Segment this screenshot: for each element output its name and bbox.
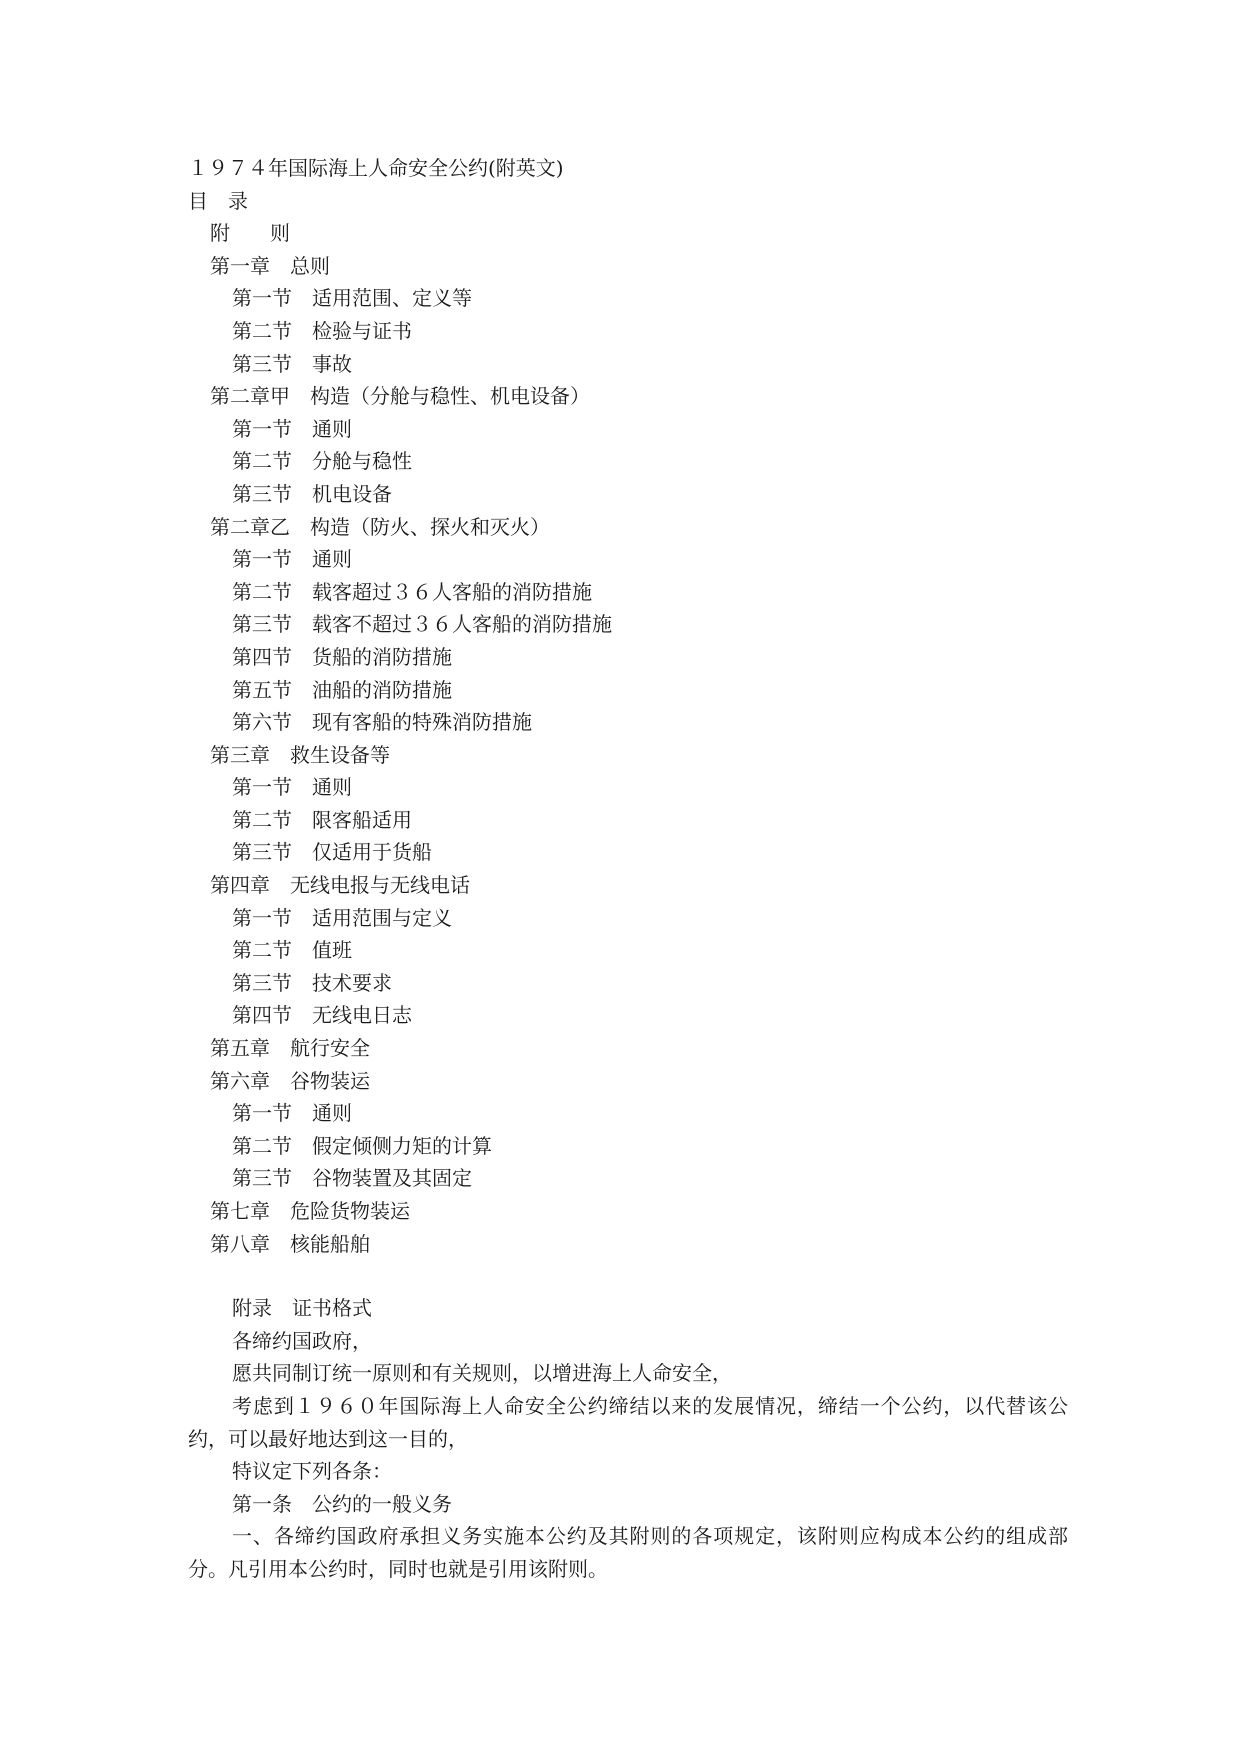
body-paragraph: 愿共同制订统一原则和有关规则，以增进海上人命安全， [232, 1361, 732, 1386]
toc-item: 第三节 事故 [232, 351, 352, 376]
toc-item: 第三节 仅适用于货船 [232, 840, 432, 865]
toc-item: 第六节 现有客船的特殊消防措施 [232, 710, 532, 735]
toc-item: 第三节 载客不超过３６人客船的消防措施 [232, 612, 612, 637]
appendix-line: 附录 证书格式 [232, 1296, 372, 1321]
table-of-contents [188, 217, 1068, 1260]
toc-item: 第五章 航行安全 [210, 1036, 370, 1061]
toc-item: 第三节 谷物装置及其固定 [232, 1166, 472, 1191]
toc-item: 第一节 通则 [232, 1101, 352, 1126]
body-paragraph: 一、各缔约国政府承担义务实施本公约及其附则的各项规定，该附则应构成本公约的组成部分。凡引用本公约时，同时也就是引用该附则。 [188, 1524, 1068, 1581]
body-paragraph: 特议定下列各条： [232, 1459, 392, 1484]
document-title: １９７４年国际海上人命安全公约(附英文) [188, 156, 564, 180]
toc-item: 第二节 分舱与稳性 [232, 449, 412, 474]
toc-item: 第二章甲 构造（分舱与稳性、机电设备） [210, 384, 590, 409]
toc-item: 第二节 限客船适用 [232, 807, 412, 832]
toc-item: 第二节 检验与证书 [232, 318, 412, 343]
toc-item: 第六章 谷物装运 [210, 1068, 370, 1093]
toc-item: 第一节 适用范围、定义等 [232, 286, 472, 311]
article-title: 第一条 公约的一般义务 [232, 1491, 452, 1516]
toc-item: 第三章 救生设备等 [210, 742, 390, 767]
toc-item: 第一节 通则 [232, 775, 352, 800]
document-page [188, 152, 1068, 1586]
convention-body [188, 1325, 1068, 1586]
toc-item: 第八章 核能船舶 [210, 1231, 370, 1256]
toc-item: 附 则 [210, 221, 290, 246]
toc-item: 第四节 货船的消防措施 [232, 644, 452, 669]
toc-item: 第一节 通则 [232, 547, 352, 572]
toc-item: 第五节 油船的消防措施 [232, 677, 452, 702]
section-spacer [188, 1260, 1068, 1292]
toc-item: 第三节 技术要求 [232, 970, 392, 995]
toc-item: 第一节 通则 [232, 416, 352, 441]
toc-item: 第一章 总则 [210, 253, 330, 278]
toc-item: 第二节 值班 [232, 938, 352, 963]
toc-item: 第二节 载客超过３６人客船的消防措施 [232, 579, 592, 604]
toc-item: 第一节 适用范围与定义 [232, 905, 452, 930]
toc-item: 第二章乙 构造（防火、探火和灭火） [210, 514, 550, 539]
toc-item: 第四章 无线电报与无线电话 [210, 873, 470, 898]
toc-item: 第四节 无线电日志 [232, 1003, 412, 1028]
toc-item: 第七章 危险货物装运 [210, 1199, 410, 1223]
body-paragraph: 各缔约国政府， [232, 1328, 372, 1353]
toc-item: 第二节 假定倾侧力矩的计算 [232, 1133, 492, 1158]
body-paragraph: 考虑到１９６０年国际海上人命安全公约缔结以来的发展情况，缔结一个公约，以代替该公约，可以最好地达到这一目的， [188, 1393, 1068, 1451]
toc-item: 第三节 机电设备 [232, 481, 392, 506]
toc-heading: 目 录 [188, 188, 248, 213]
